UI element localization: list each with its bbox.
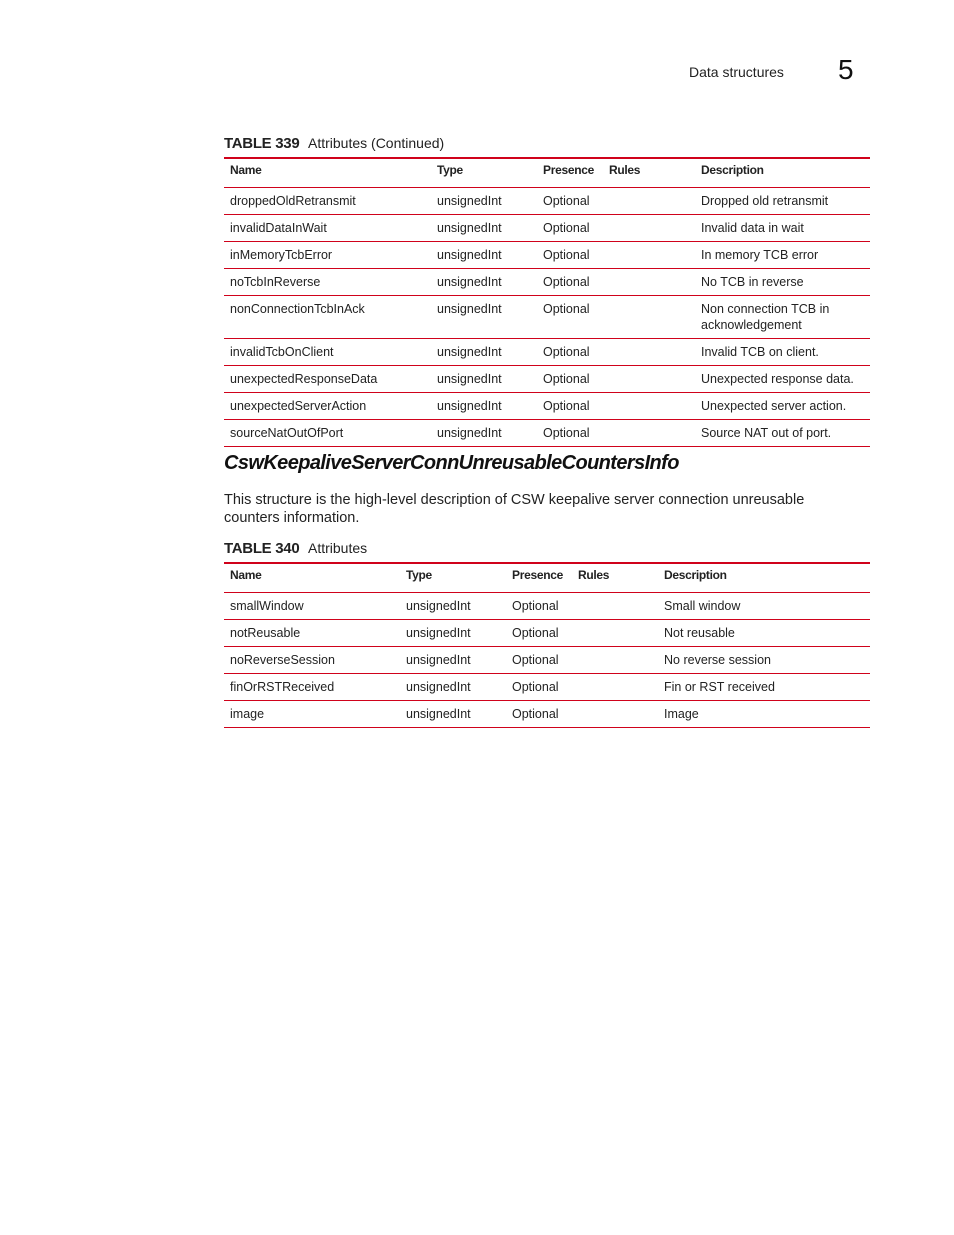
cell-type: unsignedInt: [406, 707, 471, 721]
table-row: [224, 215, 870, 242]
cell-type: unsignedInt: [406, 653, 471, 667]
cell-presence: Optional: [543, 372, 590, 386]
cell-description: In memory TCB error: [701, 248, 819, 262]
table-340: [224, 562, 870, 728]
cell-name: unexpectedServerAction: [230, 399, 367, 413]
section-description: This structure is the high-level description of CSW keepalive server connection unreusable counters information.: [224, 492, 805, 526]
cell-presence: Optional: [512, 626, 559, 640]
table-row: [224, 393, 870, 420]
table-340-header-row: [224, 563, 870, 593]
column-header-name: Name: [230, 568, 262, 582]
column-header-name: Name: [230, 163, 262, 177]
table-row: [224, 647, 870, 674]
column-header-presence: Presence: [512, 568, 563, 582]
table-339-body: [224, 188, 870, 447]
cell-name: droppedOldRetransmit: [230, 194, 356, 208]
cell-type: unsignedInt: [437, 248, 502, 262]
cell-description: Dropped old retransmit: [701, 194, 829, 208]
table-row: [224, 339, 870, 366]
table-340-body: [224, 593, 870, 728]
cell-presence: Optional: [543, 426, 590, 440]
cell-rules: [603, 188, 695, 215]
cell-description: Image: [664, 707, 699, 721]
table-row: [224, 269, 870, 296]
column-header-description: Description: [701, 163, 764, 177]
table-row: [224, 242, 870, 269]
column-header-type: Type: [437, 163, 463, 177]
cell-name: noTcbInReverse: [230, 275, 321, 289]
cell-description: Small window: [664, 599, 741, 613]
cell-rules: [603, 215, 695, 242]
cell-name: finOrRSTReceived: [230, 680, 335, 694]
cell-presence: Optional: [543, 275, 590, 289]
cell-description: Not reusable: [664, 626, 735, 640]
cell-type: unsignedInt: [406, 680, 471, 694]
cell-rules: [603, 269, 695, 296]
table-row: [224, 188, 870, 215]
cell-presence: Optional: [543, 302, 590, 316]
table-339: [224, 157, 870, 447]
table-row: [224, 296, 870, 339]
cell-type: unsignedInt: [437, 426, 502, 440]
cell-type: unsignedInt: [406, 626, 471, 640]
column-header-rules: Rules: [609, 163, 641, 177]
cell-name: smallWindow: [230, 599, 304, 613]
cell-presence: Optional: [543, 194, 590, 208]
table-339-header-row: [224, 158, 870, 188]
cell-rules: [603, 242, 695, 269]
table-row: [224, 674, 870, 701]
cell-rules: [572, 647, 658, 674]
cell-description: Fin or RST received: [664, 680, 775, 694]
cell-rules: [572, 674, 658, 701]
cell-name: inMemoryTcbError: [230, 248, 333, 262]
table-340-caption: [224, 540, 367, 557]
cell-presence: Optional: [543, 399, 590, 413]
cell-rules: [572, 593, 658, 620]
table-row: [224, 366, 870, 393]
table-339-caption: [224, 135, 444, 152]
section-title: CswKeepaliveServerConnUnreusableCountersInfo: [224, 452, 679, 474]
cell-type: unsignedInt: [437, 221, 502, 235]
table-340-title: Attributes: [308, 540, 368, 556]
cell-name: invalidTcbOnClient: [230, 345, 334, 359]
cell-description: Unexpected response data.: [701, 372, 854, 386]
cell-rules: [603, 339, 695, 366]
table-row: [224, 593, 870, 620]
cell-rules: [603, 393, 695, 420]
cell-type: unsignedInt: [437, 275, 502, 289]
table-row: [224, 620, 870, 647]
cell-name: notReusable: [230, 626, 301, 640]
cell-type: unsignedInt: [437, 194, 502, 208]
cell-description: No TCB in reverse: [701, 275, 804, 289]
cell-type: unsignedInt: [437, 399, 502, 413]
cell-type: unsignedInt: [437, 345, 502, 359]
cell-name: sourceNatOutOfPort: [230, 426, 344, 440]
cell-presence: Optional: [543, 345, 590, 359]
table-row: [224, 701, 870, 728]
cell-name: invalidDataInWait: [230, 221, 327, 235]
cell-type: unsignedInt: [406, 599, 471, 613]
cell-rules: [603, 296, 695, 339]
cell-presence: Optional: [512, 680, 559, 694]
running-header-section: Data structures: [689, 64, 784, 80]
cell-type: unsignedInt: [437, 302, 502, 316]
cell-description: Invalid TCB on client.: [701, 345, 819, 359]
cell-description: Source NAT out of port.: [701, 426, 832, 440]
table-340-label: TABLE 340: [224, 540, 300, 557]
column-header-presence: Presence: [543, 163, 594, 177]
cell-type: unsignedInt: [437, 372, 502, 386]
cell-name: image: [230, 707, 265, 721]
chapter-number: 5: [838, 54, 854, 85]
cell-name: noReverseSession: [230, 653, 335, 667]
table-339-label: TABLE 339: [224, 135, 300, 152]
cell-presence: Optional: [543, 248, 590, 262]
cell-rules: [603, 420, 695, 447]
cell-name: unexpectedResponseData: [230, 372, 378, 386]
cell-name: nonConnectionTcbInAck: [230, 302, 365, 316]
cell-rules: [572, 620, 658, 647]
cell-description: Non connection TCB in acknowledgement: [701, 302, 830, 332]
cell-description: No reverse session: [664, 653, 771, 667]
column-header-description: Description: [664, 568, 727, 582]
cell-description: Unexpected server action.: [701, 399, 847, 413]
cell-rules: [603, 366, 695, 393]
cell-description: Invalid data in wait: [701, 221, 804, 235]
table-339-title: Attributes (Continued): [308, 135, 445, 151]
cell-presence: Optional: [512, 707, 559, 721]
cell-presence: Optional: [512, 653, 559, 667]
cell-rules: [572, 701, 658, 728]
column-header-rules: Rules: [578, 568, 610, 582]
table-row: [224, 420, 870, 447]
cell-presence: Optional: [512, 599, 559, 613]
column-header-type: Type: [406, 568, 432, 582]
cell-presence: Optional: [543, 221, 590, 235]
